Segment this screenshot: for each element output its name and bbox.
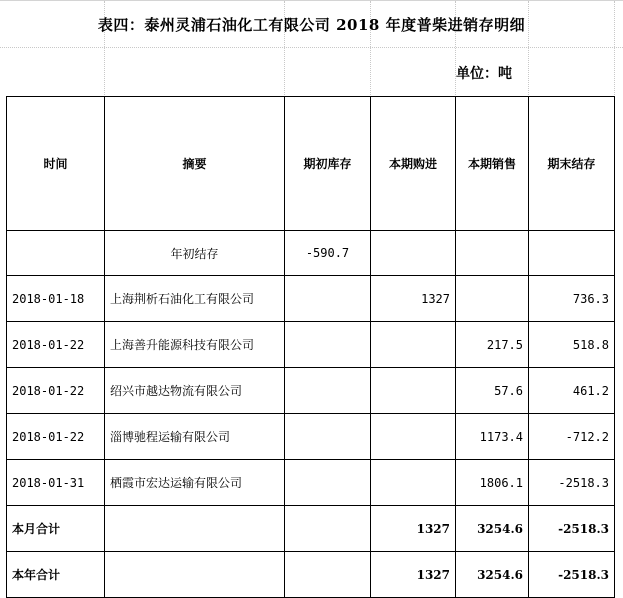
gridline (0, 47, 623, 48)
cell-opening (285, 276, 371, 322)
cell-sales: 1173.4 (456, 414, 529, 460)
opening-balance-row (7, 231, 615, 276)
cell-date: 2018-01-18 (7, 276, 105, 322)
cell-opening: -590.7 (285, 231, 371, 276)
cell-sales (456, 276, 529, 322)
table-row (7, 322, 615, 368)
year-total-sales: 3254.6 (456, 552, 529, 598)
month-total-purchase: 1327 (371, 506, 456, 552)
cell-summary (105, 506, 285, 552)
header-time: 时间 (7, 97, 105, 231)
cell-sales: 1806.1 (456, 460, 529, 506)
cell-closing: 736.3 (529, 276, 615, 322)
month-total-row (7, 506, 615, 552)
cell-purchase (371, 322, 456, 368)
header-row (7, 97, 615, 231)
cell-purchase (371, 414, 456, 460)
header-closing: 期末结存 (529, 97, 615, 231)
header-sales: 本期销售 (456, 97, 529, 231)
header-summary: 摘要 (105, 97, 285, 231)
cell-opening (285, 368, 371, 414)
table-row (7, 460, 615, 506)
document-title: 表四：泰州灵浦石油化工有限公司 2018 年度普柴进销存明细 (97, 16, 526, 34)
cell-sales: 57.6 (456, 368, 529, 414)
cell-closing: 518.8 (529, 322, 615, 368)
cell-opening (285, 506, 371, 552)
year-total-row (7, 552, 615, 598)
year-total-purchase: 1327 (371, 552, 456, 598)
cell-summary: 上海善升能源科技有限公司 (105, 322, 285, 368)
cell-purchase (371, 231, 456, 276)
cell-closing: 461.2 (529, 368, 615, 414)
month-total-label: 本月合计 (7, 506, 105, 552)
cell-opening (285, 552, 371, 598)
cell-summary: 淄博驰程运输有限公司 (105, 414, 285, 460)
cell-closing (529, 231, 615, 276)
table-row (7, 414, 615, 460)
unit-label: 单位：吨 (456, 66, 512, 82)
cell-date: 2018-01-22 (7, 414, 105, 460)
header-opening: 期初库存 (285, 97, 371, 231)
cell-summary: 栖霞市宏达运输有限公司 (105, 460, 285, 506)
cell-date: 2018-01-22 (7, 368, 105, 414)
cell-purchase (371, 368, 456, 414)
cell-date (7, 231, 105, 276)
cell-summary (105, 552, 285, 598)
month-total-closing: -2518.3 (529, 506, 615, 552)
cell-closing: -2518.3 (529, 460, 615, 506)
cell-summary: 年初结存 (105, 231, 285, 276)
cell-purchase (371, 460, 456, 506)
year-total-closing: -2518.3 (529, 552, 615, 598)
cell-purchase: 1327 (371, 276, 456, 322)
cell-sales: 217.5 (456, 322, 529, 368)
year-total-label: 本年合计 (7, 552, 105, 598)
cell-date: 2018-01-31 (7, 460, 105, 506)
cell-date: 2018-01-22 (7, 322, 105, 368)
cell-opening (285, 322, 371, 368)
cell-opening (285, 414, 371, 460)
table-row (7, 276, 615, 322)
table-row (7, 368, 615, 414)
cell-closing: -712.2 (529, 414, 615, 460)
cell-summary: 绍兴市越达物流有限公司 (105, 368, 285, 414)
month-total-sales: 3254.6 (456, 506, 529, 552)
header-purchase: 本期购进 (371, 97, 456, 231)
inventory-table (6, 96, 615, 598)
cell-opening (285, 460, 371, 506)
cell-summary: 上海荆析石油化工有限公司 (105, 276, 285, 322)
cell-sales (456, 231, 529, 276)
